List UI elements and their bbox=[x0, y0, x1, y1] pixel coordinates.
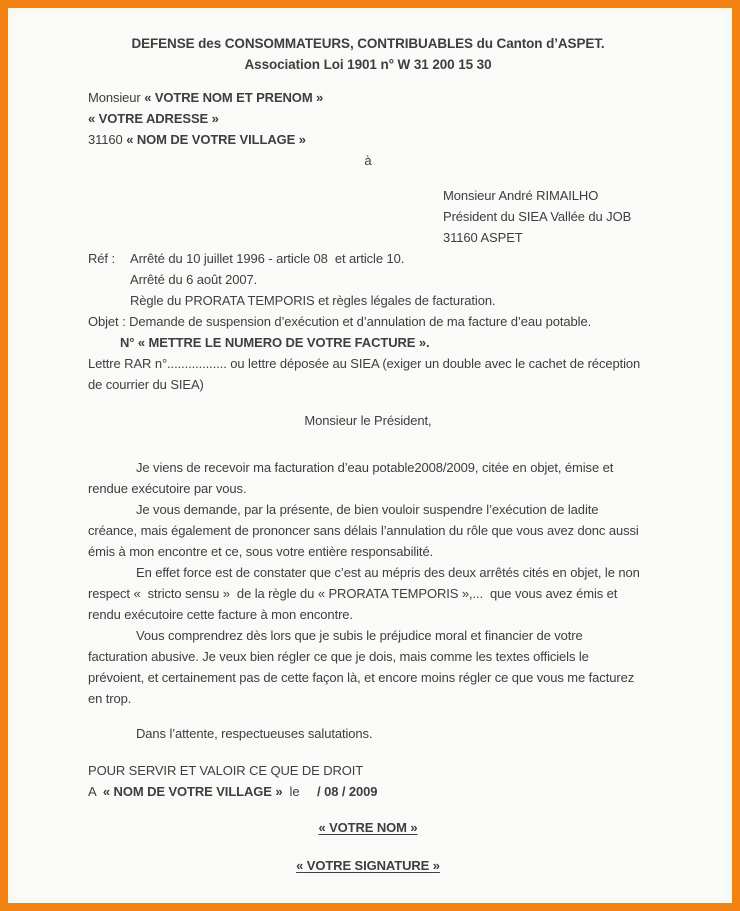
salutation: Monsieur le Président, bbox=[304, 413, 432, 428]
legal-validity-line: POUR SERVIR ET VALOIR CE QUE DE DROIT bbox=[88, 763, 364, 778]
recipient-name: Monsieur André RIMAILHO bbox=[443, 188, 599, 203]
sender-name-line bbox=[88, 87, 648, 108]
reference-lines bbox=[130, 248, 496, 311]
sender-village-placeholder: « NOM DE VOTRE VILLAGE » bbox=[126, 132, 306, 147]
sender-block bbox=[88, 87, 648, 150]
association-registration: Association Loi 1901 n° W 31 200 15 30 bbox=[244, 57, 492, 72]
reference-line-1: Arrêté du 10 juillet 1996 - article 08 et article 10. bbox=[130, 251, 405, 266]
recipient-title: Président du SIEA Vallée du JOB bbox=[443, 209, 632, 224]
place-date-line bbox=[88, 781, 648, 802]
letter-content bbox=[8, 8, 732, 876]
objet-text: Demande de suspension d’exécution et d’annulation de ma facture d’eau potable. bbox=[129, 314, 592, 329]
objet-line bbox=[88, 311, 648, 332]
invoice-number-line: N° « METTRE LE NUMERO DE VOTRE FACTURE ». bbox=[120, 335, 430, 350]
signature-line bbox=[88, 855, 648, 876]
sender-postal-code: 31160 bbox=[88, 132, 127, 147]
place-placeholder: « NOM DE VOTRE VILLAGE » bbox=[102, 784, 283, 799]
association-title: DEFENSE des CONSOMMATEURS, CONTRIBUABLES du Canton d’ASPET. bbox=[131, 36, 605, 51]
body-paragraph-1: Je viens de recevoir ma facturation d’eau potable2008/2009, citée en objet, émise et rendue exécutoire par vous. bbox=[88, 460, 617, 496]
your-name-placeholder: « VOTRE NOM » bbox=[318, 820, 418, 835]
sender-name-placeholder: « VOTRE NOM ET PRENOM » bbox=[144, 90, 324, 105]
place-prefix: A bbox=[88, 784, 103, 799]
closing-line: Dans l’attente, respectueuses salutations. bbox=[136, 726, 373, 741]
reference-block bbox=[88, 248, 648, 311]
signature-name-line bbox=[88, 817, 648, 838]
letter-header bbox=[88, 33, 648, 75]
sender-address-placeholder: « VOTRE ADRESSE » bbox=[88, 111, 219, 126]
sender-salutation-prefix: Monsieur bbox=[88, 90, 145, 105]
date-value: / 08 / 2009 bbox=[299, 784, 378, 799]
reference-label: Réf : bbox=[88, 251, 115, 266]
reference-line-2: Arrêté du 6 août 2007. bbox=[130, 272, 258, 287]
recipient-city: 31160 ASPET bbox=[443, 230, 523, 245]
rar-letter-line: Lettre RAR n°................. ou lettre déposée au SIEA (exiger un double avec le cachet de réception de courrier du SIEA) bbox=[88, 356, 644, 392]
body-paragraph-3: En effet force est de constater que c’est au mépris des deux arrêtés cités en objet, le non respect « stricto sensu » de la règle du « PRORATA TEMPORIS »,... que vous avez émis et rendu exécutoire cette facture à mon encontre. bbox=[88, 565, 644, 622]
to-word: à bbox=[364, 153, 372, 168]
le-word: le bbox=[282, 784, 300, 799]
objet-label: Objet : bbox=[88, 314, 130, 329]
reference-line-3: Règle du PRORATA TEMPORIS et règles légales de facturation. bbox=[130, 293, 496, 308]
your-signature-placeholder: « VOTRE SIGNATURE » bbox=[296, 858, 440, 873]
sender-city-line bbox=[88, 129, 648, 150]
body-paragraph-4: Vous comprendrez dès lors que je subis le préjudice moral et financier de votre facturation abusive. Je veux bien régler ce que je dois, mais comme les textes officiels le prévoient, et certainement pas de cette façon là, et encore moins régler ce que vous me facturez en trop. bbox=[88, 628, 638, 706]
recipient-block bbox=[443, 185, 648, 248]
body-paragraph-2: Je vous demande, par la présente, de bien vouloir suspendre l’exécution de ladite créance, mais également de prononcer sans délais l’annulation du rôle que vous avez donc aussi émis à mon encontre et ce, sous votre entière responsabilité. bbox=[88, 502, 643, 559]
